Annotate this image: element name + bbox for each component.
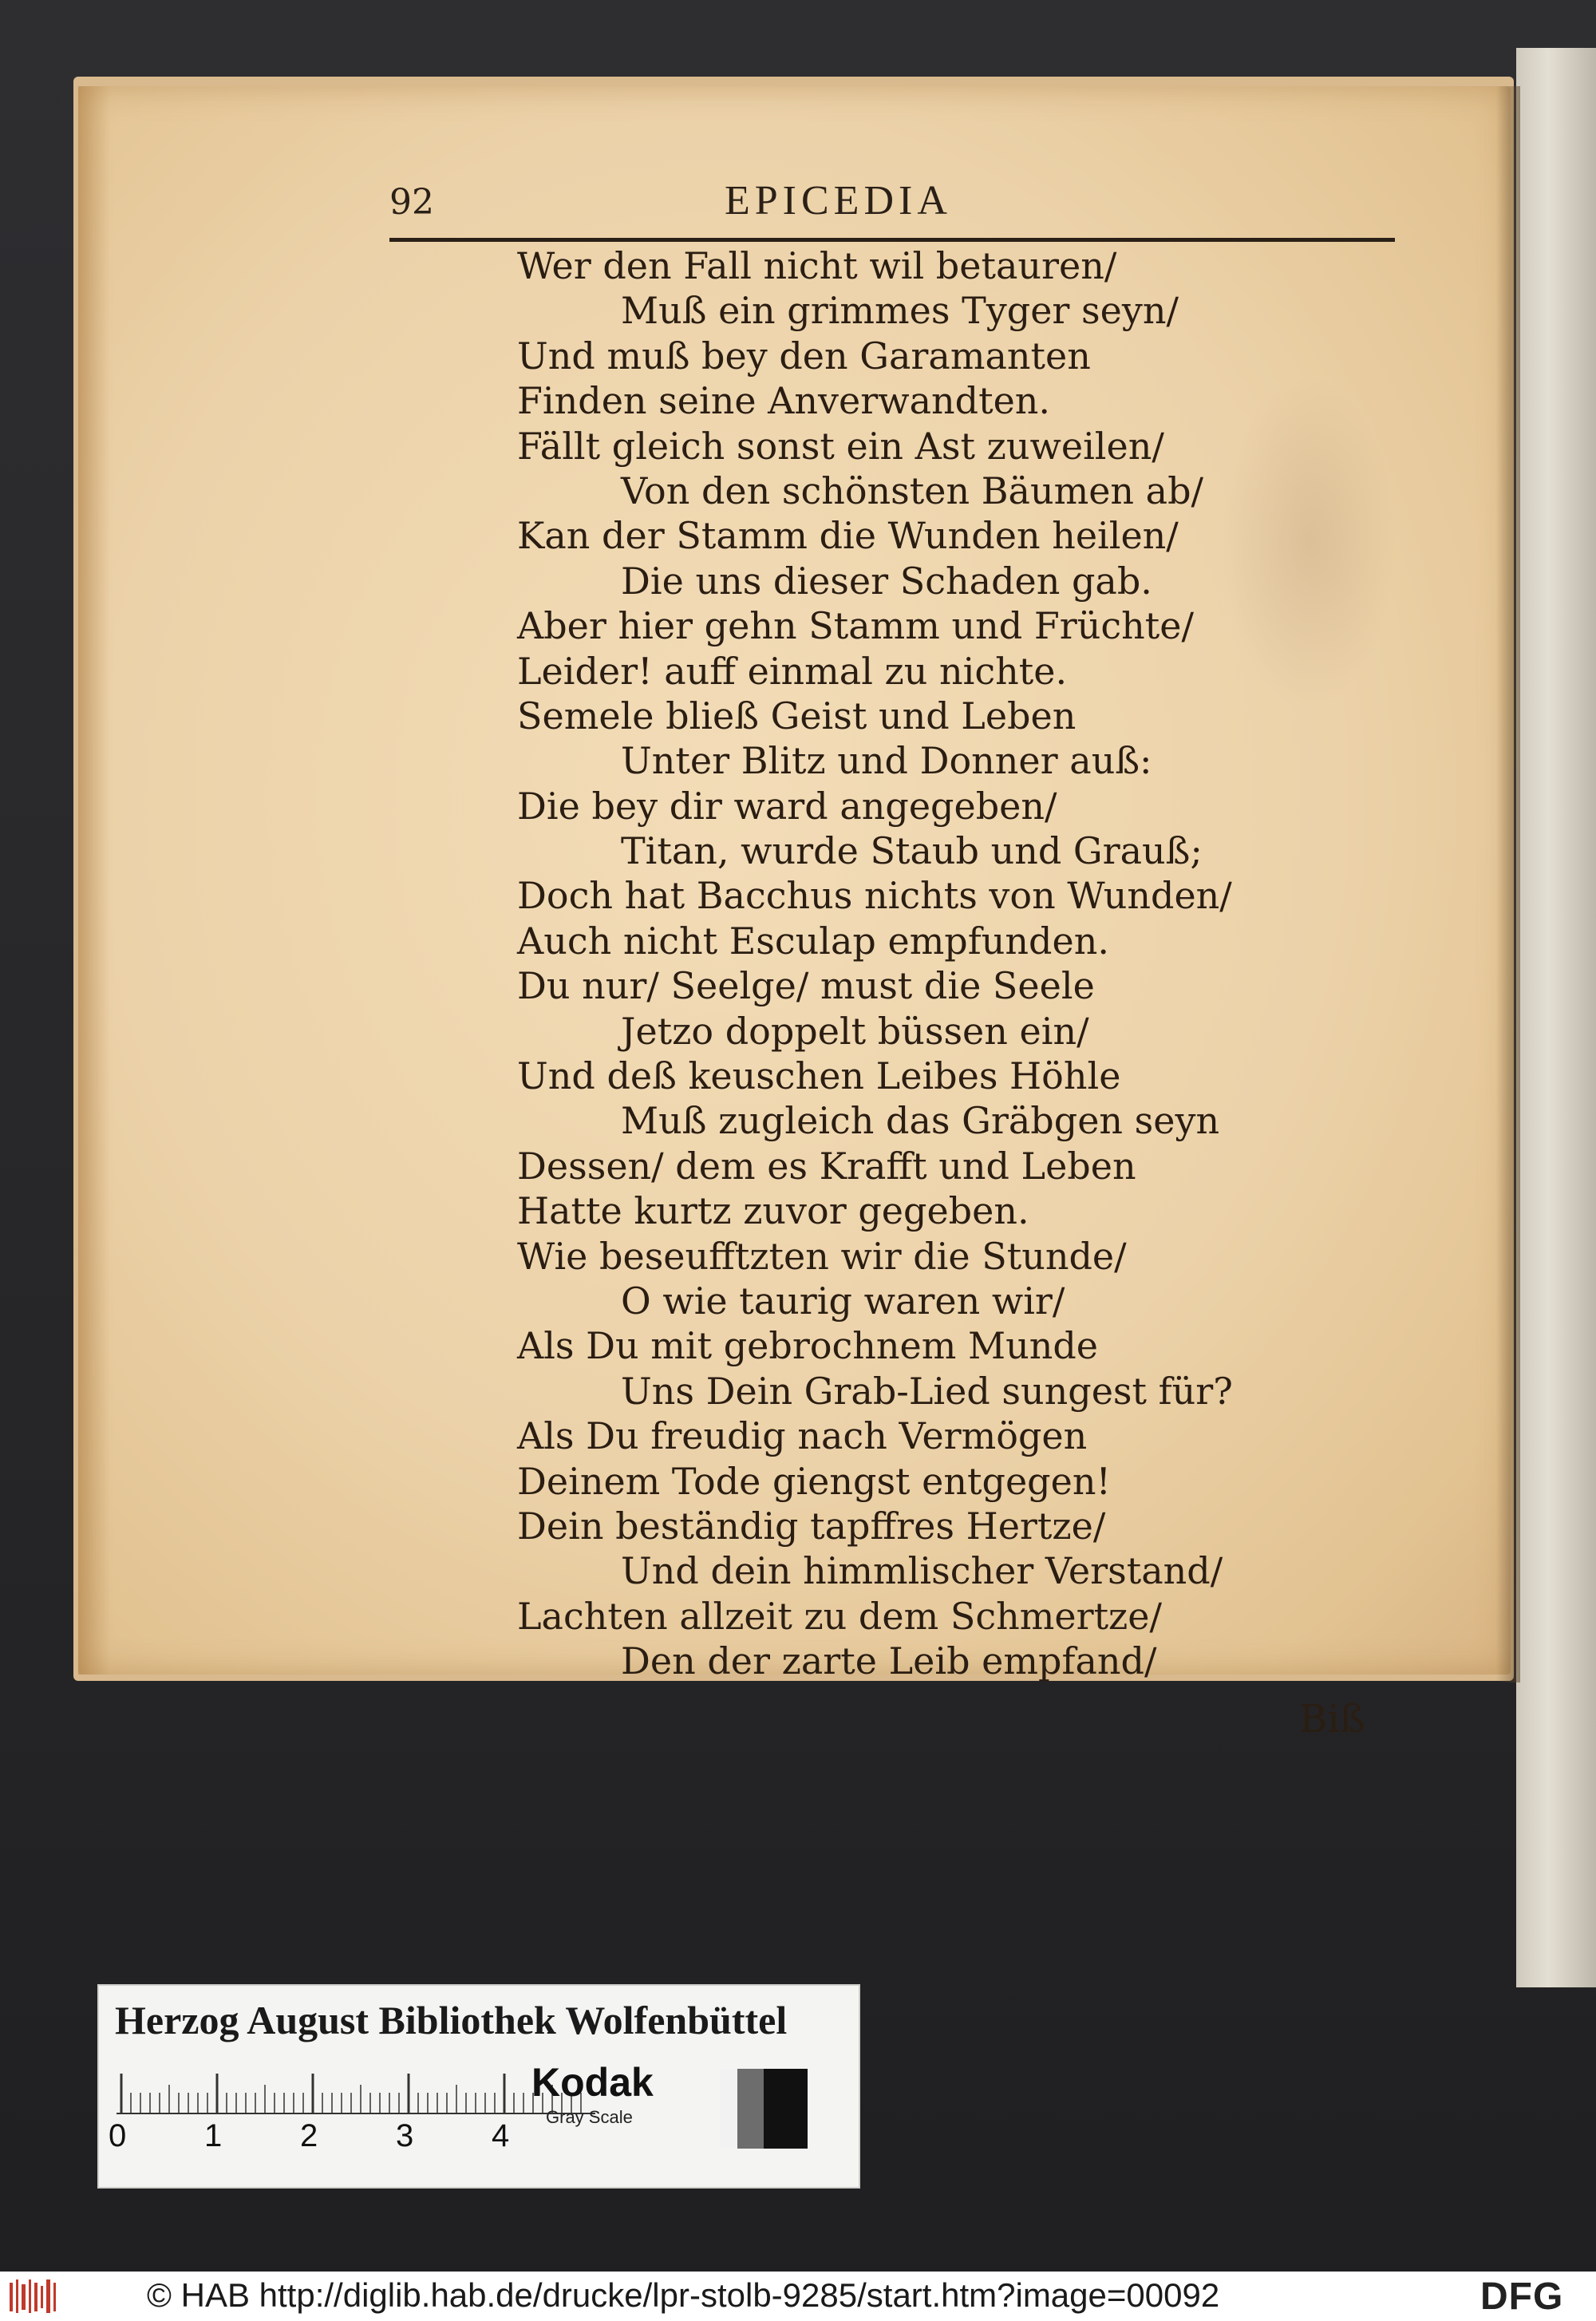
gray-scale-swatch <box>720 2069 808 2149</box>
poem-line: Als Du mit gebrochnem Munde <box>517 1324 1099 1368</box>
poem-line: Wer den Fall nicht wil betauren/ <box>517 244 1117 287</box>
poem-line: Fällt gleich sonst ein Ast zuweilen/ <box>517 424 1164 468</box>
ruler-number: 1 <box>204 2118 223 2153</box>
poem-line: Die bey dir ward angegeben/ <box>517 784 1057 828</box>
poem-line: Und muß bey den Garamanten <box>517 334 1091 378</box>
poem-line: Dein beständig tapffres Hertze/ <box>517 1504 1106 1548</box>
poem-line: Und deß keuschen Leibes Höhle <box>517 1054 1121 1098</box>
poem-line: Kan der Stamm die Wunden heilen/ <box>517 514 1179 558</box>
next-page-edge <box>1516 48 1596 1987</box>
poem-line: O wie taurig waren wir/ <box>621 1279 1065 1323</box>
ruler-number: 2 <box>300 2118 318 2153</box>
poem-line: Titan, wurde Staub und Grauß; <box>621 829 1203 873</box>
footer-bar <box>0 2272 1596 2321</box>
page-shadow <box>78 86 110 1675</box>
catchword: Biß <box>1299 1697 1365 1742</box>
ruler-numbers <box>109 2118 603 2158</box>
page-number: 92 <box>389 182 434 223</box>
poem-line: Muß zugleich das Gräbgen seyn <box>621 1099 1220 1143</box>
poem-line: Uns Dein Grab-Lied sungest für? <box>621 1369 1233 1413</box>
poem-line: Dessen/ dem es Krafft und Leben <box>517 1144 1136 1188</box>
ruler-number: 0 <box>109 2118 127 2153</box>
poem-line: Als Du freudig nach Vermögen <box>517 1414 1088 1458</box>
poem-line: Lachten allzeit zu dem Schmertze/ <box>517 1594 1163 1638</box>
poem-line: Wie beseufftzten wir die Stunde/ <box>517 1234 1127 1278</box>
poem-line: Du nur/ Seelge/ must die Seele <box>517 964 1095 1008</box>
ruler-number: 4 <box>492 2118 510 2153</box>
running-title: EPICEDIA <box>725 178 952 223</box>
copyright-url[interactable]: © HAB http://diglib.hab.de/drucke/lpr-stolb-9285/start.htm?image=00092 <box>147 2276 1220 2314</box>
page-gutter <box>1496 86 1520 1682</box>
poem-line: Jetzo doppelt büssen ein/ <box>621 1009 1089 1053</box>
gray-scale-label: Gray Scale <box>546 2107 633 2127</box>
kodak-logo: Kodak <box>531 2060 654 2105</box>
poem-line: Finden seine Anverwandten. <box>517 379 1051 423</box>
poem-text <box>517 243 1395 1684</box>
poem-line: Doch hat Bacchus nichts von Wunden/ <box>517 874 1232 918</box>
poem-line: Semele bließ Geist und Leben <box>517 694 1077 737</box>
poem-line: Von den schönsten Bäumen ab/ <box>621 469 1204 512</box>
poem-line: Leider! auff einmal zu nichte. <box>517 649 1068 693</box>
poem-line: Muß ein grimmes Tyger seyn/ <box>621 289 1179 333</box>
institution-name: Herzog August Bibliothek Wolfenbüttel <box>115 1998 788 2042</box>
poem-line: Hatte kurtz zuvor gegeben. <box>517 1189 1029 1233</box>
poem-line: Die uns dieser Schaden gab. <box>621 559 1152 603</box>
color-card <box>97 1984 860 2189</box>
page-header <box>389 177 1395 241</box>
ruler-scale <box>117 2067 595 2115</box>
ruler-number: 3 <box>396 2118 414 2153</box>
poem-line: Aber hier gehn Stamm und Früchte/ <box>517 604 1194 648</box>
header-rule <box>389 238 1395 242</box>
poem-line: Unter Blitz und Donner auß: <box>621 739 1152 783</box>
barcode-icon <box>8 2276 59 2316</box>
poem-line: Und dein himmlischer Verstand/ <box>621 1549 1223 1593</box>
poem-line: Deinem Tode giengst entgegen! <box>517 1459 1111 1503</box>
poem-line: Den der zarte Leib empfand/ <box>621 1639 1157 1683</box>
poem-line: Auch nicht Esculap empfunden. <box>517 919 1109 963</box>
dfg-logo: DFG <box>1480 2276 1564 2318</box>
